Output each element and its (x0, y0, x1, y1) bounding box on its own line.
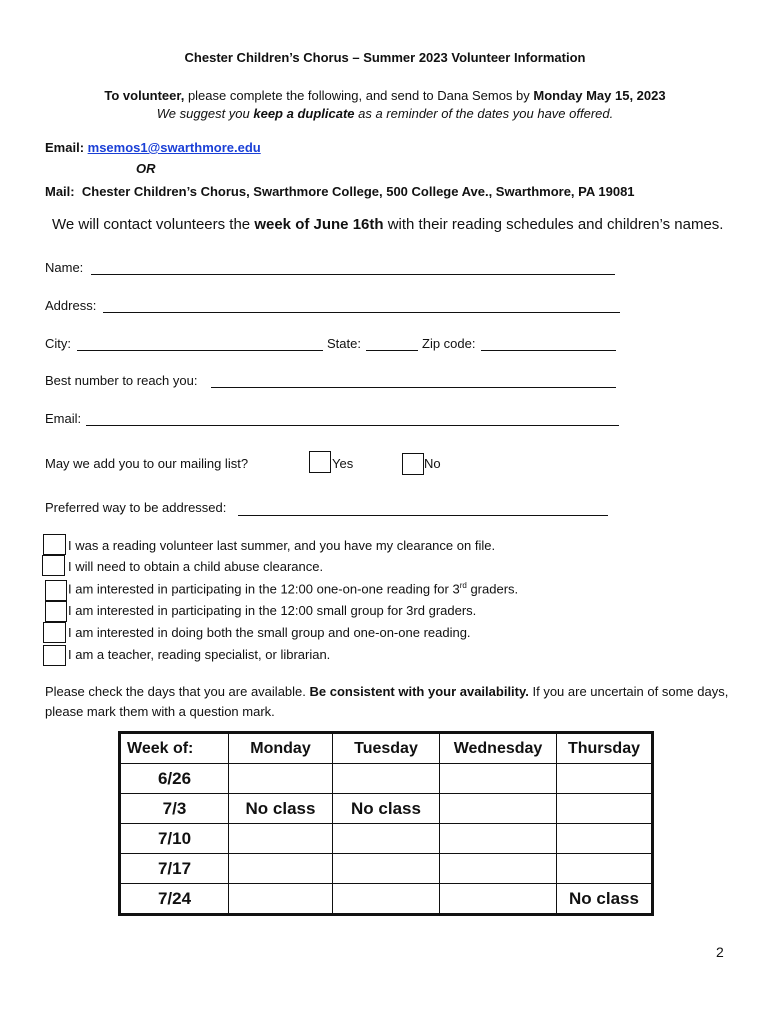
phone-field[interactable] (211, 386, 616, 388)
schedule-row (120, 854, 653, 884)
thursday-cell[interactable]: No class (557, 884, 653, 915)
suggestion-line (0, 106, 770, 121)
zip-field[interactable] (481, 349, 616, 351)
header-thursday: Thursday (557, 733, 653, 764)
name-field[interactable] (91, 273, 615, 275)
wednesday-cell[interactable] (440, 794, 557, 824)
wednesday-cell[interactable] (440, 854, 557, 884)
mailing-list-yes-checkbox[interactable] (309, 451, 331, 473)
schedule-row (120, 764, 653, 794)
state-label: State: (327, 336, 361, 351)
week-cell: 7/17 (120, 854, 229, 884)
availability-bold: Be consistent with your availability. (309, 684, 529, 699)
or-text: OR (136, 161, 156, 176)
mailing-list-yes-label: Yes (332, 456, 354, 471)
schedule-header-row (120, 733, 653, 764)
city-label: City: (45, 336, 71, 351)
thursday-cell[interactable] (557, 764, 653, 794)
city-field[interactable] (77, 349, 323, 351)
mail-label: Mail (45, 184, 71, 199)
mailing-list-no-checkbox[interactable] (402, 453, 424, 475)
instruction-line (0, 88, 770, 103)
suggest-post: as a reminder of the dates you have offered. (354, 106, 614, 121)
wednesday-cell[interactable] (440, 824, 557, 854)
suggest-pre: We suggest you (156, 106, 254, 121)
wednesday-cell[interactable] (440, 884, 557, 915)
suggest-bold: keep a duplicate (253, 106, 355, 121)
email-link[interactable]: msemos1@swarthmore.edu (87, 140, 261, 155)
checklist-checkbox-5[interactable] (43, 622, 66, 643)
tuesday-cell[interactable] (333, 824, 440, 854)
tuesday-cell[interactable] (333, 854, 440, 884)
instruction-bold: To volunteer, (104, 88, 185, 103)
monday-cell[interactable] (229, 824, 333, 854)
mailing-list-no-label: No (424, 456, 441, 471)
checklist-item-3-tail: graders. (466, 581, 519, 597)
mail-contact: Mail: Chester Children’s Chorus, Swarthmore College, 500 College Ave., Swarthmore, PA 19081 (45, 184, 635, 199)
schedule-table (118, 731, 654, 916)
checklist-item-5: I am interested in doing both the small group and one-on-one reading. (68, 625, 471, 640)
header-week-of: Week of: (120, 733, 229, 764)
availability-instructions (45, 682, 735, 722)
thursday-cell[interactable] (557, 824, 653, 854)
week-cell: 6/26 (120, 764, 229, 794)
thursday-cell[interactable] (557, 854, 653, 884)
name-label: Name: (45, 260, 84, 275)
page-title: Chester Children’s Chorus – Summer 2023 Volunteer Information (184, 50, 586, 65)
schedule-row (120, 884, 653, 915)
tuesday-cell[interactable]: No class (333, 794, 440, 824)
availability-pre: Please check the days that you are available. (45, 684, 310, 699)
tuesday-cell[interactable] (333, 764, 440, 794)
tuesday-cell[interactable] (333, 884, 440, 915)
monday-cell[interactable] (229, 764, 333, 794)
checklist-item-4: I am interested in participating in the 12:00 small group for 3rd graders. (68, 603, 477, 618)
notice-bold: week of June 16th (254, 216, 384, 233)
notice-pre: We will contact volunteers the (52, 216, 255, 233)
phone-label: Best number to reach you: (45, 373, 198, 388)
address-label: Address: (45, 298, 97, 313)
monday-cell[interactable] (229, 854, 333, 884)
week-cell: 7/24 (120, 884, 229, 915)
week-cell: 7/3 (120, 794, 229, 824)
email-contact: Email: msemos1@swarthmore.edu (45, 140, 261, 155)
week-cell: 7/10 (120, 824, 229, 854)
checklist-item-3 (68, 581, 518, 596)
email-contact-label: Email (45, 140, 80, 155)
checklist-item-3-sup: rd (459, 581, 467, 590)
checklist-item-3-text: I am interested in participating in the 12:00 one-on-one reading for 3 (68, 581, 460, 597)
wednesday-cell[interactable] (440, 764, 557, 794)
checklist-checkbox-3[interactable] (45, 580, 67, 601)
preferred-address-field[interactable] (238, 514, 608, 516)
email-field-label: Email: (45, 411, 82, 426)
instruction-text: please complete the following, and send to Dana Semos by (184, 88, 534, 103)
address-field[interactable] (103, 311, 620, 313)
zip-label: Zip code: (422, 336, 476, 351)
schedule-row (120, 824, 653, 854)
deadline: Monday May 15, 2023 (533, 88, 666, 103)
checklist-checkbox-2[interactable] (42, 555, 65, 576)
notice-post: with their reading schedules and children’s names. (383, 216, 724, 233)
checklist-checkbox-1[interactable] (43, 534, 66, 555)
checklist-checkbox-4[interactable] (45, 601, 67, 622)
checklist-item-2: I will need to obtain a child abuse clearance. (68, 559, 324, 574)
state-field[interactable] (366, 349, 418, 351)
page-number: 2 (716, 944, 724, 960)
email-field[interactable] (86, 424, 619, 426)
contact-notice (52, 216, 723, 233)
monday-cell[interactable] (229, 884, 333, 915)
checklist-item-6: I am a teacher, reading specialist, or librarian. (68, 647, 331, 662)
monday-cell[interactable]: No class (229, 794, 333, 824)
preferred-address-label: Preferred way to be addressed: (45, 500, 227, 515)
schedule-row (120, 794, 653, 824)
checklist-item-1: I was a reading volunteer last summer, and you have my clearance on file. (68, 538, 496, 553)
thursday-cell[interactable] (557, 794, 653, 824)
header-wednesday: Wednesday (440, 733, 557, 764)
availability-post: If you are uncertain of some days, please mark them with a question mark. (45, 684, 729, 719)
mail-address: Chester Children’s Chorus, Swarthmore College, 500 College Ave., Swarthmore, PA 19081 (81, 184, 635, 199)
header-tuesday: Tuesday (333, 733, 440, 764)
mailing-list-question: May we add you to our mailing list? (45, 456, 249, 471)
checklist-checkbox-6[interactable] (43, 645, 66, 666)
header-monday: Monday (229, 733, 333, 764)
